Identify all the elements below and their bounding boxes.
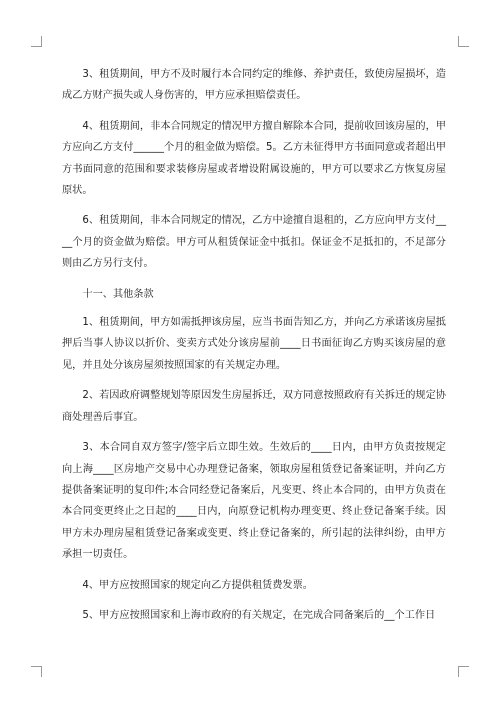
crop-mark-bottom-left [31,666,42,677]
paragraph-clause-3: 3、租赁期间，甲方不及时履行本合同约定的维修、养护责任，致使房屋损坏，造成乙方财产损失或人身伤害的，甲方应承担赔偿责任。 [62,69,446,102]
paragraph-other-4: 4、甲方应按照国家的规定向乙方提供租赁费发票。 [82,579,313,591]
crop-mark-bottom-right [458,666,469,677]
paragraph-other-1: 1、租赁期间，甲方如需抵押该房屋，应当书面告知乙方，并向乙方承诺该房屋抵押后当事人协议以折价、变卖方式处分该房屋前____日书面征询乙方购买该房屋的意见，并且处分该房屋须按照国家的有关规定办理。 [62,317,446,371]
document-body [62,64,446,635]
paragraph-clause-4-5: 4、租赁期间，非本合同规定的情况甲方擅自解除本合同，提前收回该房屋的，甲方应向乙方支付______个月的租金做为赔偿。5。乙方未征得甲方书面同意或者超出甲方书面同意的范围和要求装修房屋或者增设附属设施的，甲方可以要求乙方恢复房屋原状。 [62,120,446,197]
section-heading-other-terms: 十一、其他条款 [82,288,154,300]
paragraph-other-5: 5、甲方应按照国家和上海市政府的有关规定，在完成合同备案后的__个工作日 [82,609,436,621]
crop-mark-top-right [458,36,469,47]
paragraph-other-3: 3、本合同自双方签字/签字后立即生效。生效后的____日内，由甲方负责按规定向上海____区房地产交易中心办理登记备案，领取房屋租赁登记备案证明，并向乙方提供备案证明的复印件;本合同经登记备案后，凡变更、终止本合同的，由甲方负责在本合同变更终止之日起的____日内，向原登记机构办理变更、终止登记备案手续。因甲方未办理房屋租赁登记备案或变更、终止登记备案的，所引起的法律纠纷，由甲方承担一切责任。 [62,442,446,561]
paragraph-other-2: 2、若因政府调整规划等原因发生房屋拆迁，双方同意按照政府有关拆迁的规定协商处理善后事宜。 [62,390,446,423]
crop-mark-top-left [31,36,42,47]
paragraph-clause-6: 6、租赁期间，非本合同规定的情况，乙方中途擅自退租的，乙方应向甲方支付____个月的资金做为赔偿。甲方可从租赁保证金中抵扣。保证金不足抵扣的，不足部分则由乙方另行支付。 [62,215,446,270]
